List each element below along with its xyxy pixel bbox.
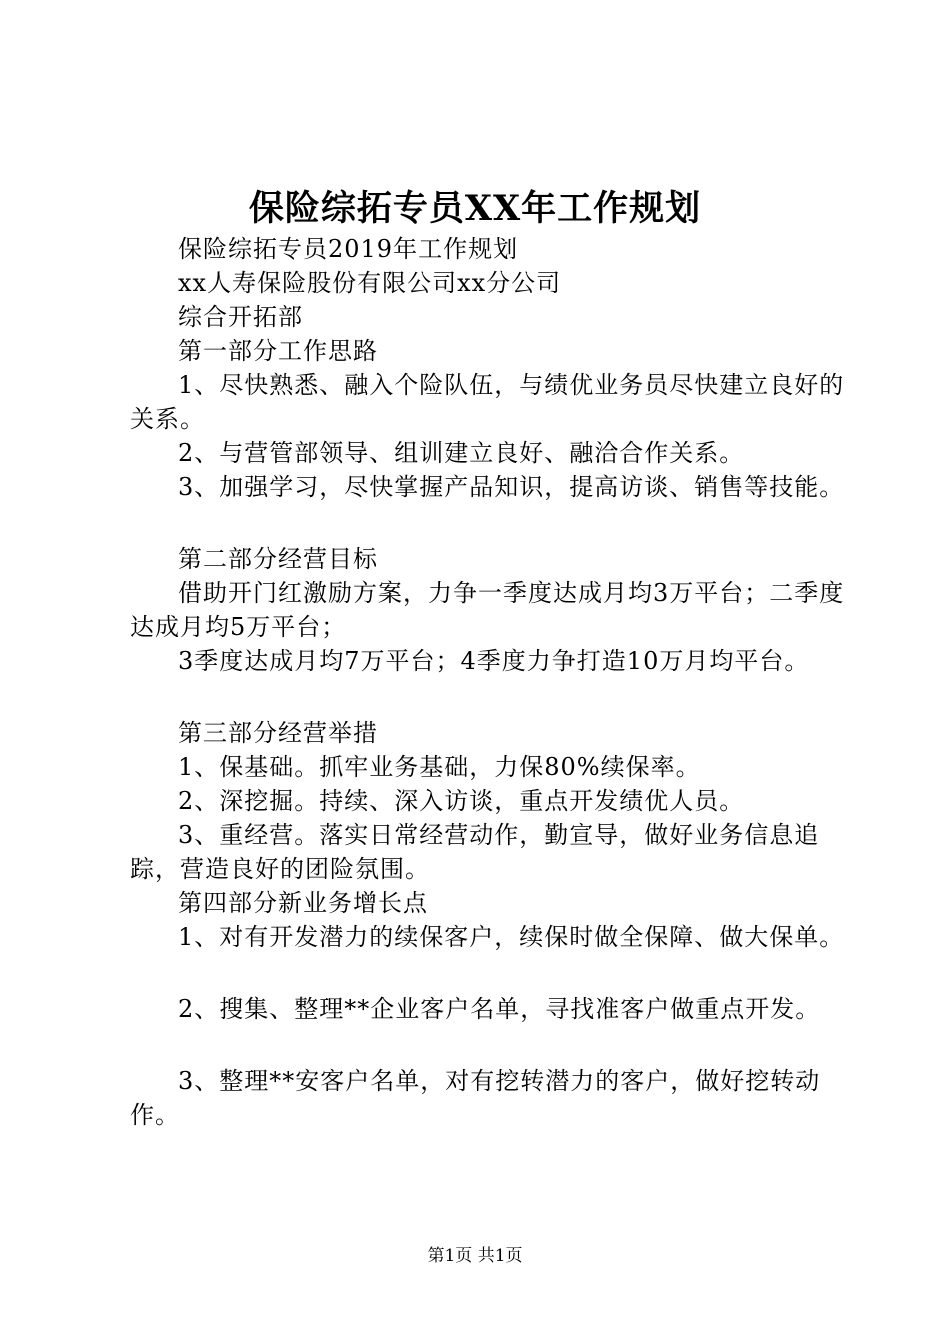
blank-line: [130, 1026, 850, 1064]
section-heading-3: 第三部分经营举措: [178, 719, 378, 747]
paragraph-company: xx人寿保险股份有限公司xx分公司: [178, 269, 562, 297]
paragraph-item: 3、重经营。落实日常经营动作，勤宣导，做好业务信息追踪，营造良好的团险氛围。: [130, 821, 820, 883]
blank-line: [130, 678, 850, 716]
paragraph-item: 3、整理**安客户名单，对有挖转潜力的客户，做好挖转动作。: [130, 1067, 821, 1129]
paragraph-item: 借助开门红激励方案，力争一季度达成月均3万平台；二季度达成月均5万平台；: [130, 579, 845, 641]
paragraph-item: 1、尽快熟悉、融入个险队伍，与绩优业务员尽快建立良好的关系。: [130, 371, 845, 433]
paragraph-item: 2、搜集、整理**企业客户名单，寻找准客户做重点开发。: [178, 995, 821, 1023]
paragraph-item: 3季度达成月均7万平台；4季度力争打造10万月均平台。: [178, 647, 810, 675]
paragraph-item: 2、与营管部领导、组训建立良好、融洽合作关系。: [178, 439, 745, 467]
blank-line: [130, 954, 850, 992]
section-heading-2: 第二部分经营目标: [178, 545, 378, 573]
document-body: [130, 232, 850, 1132]
paragraph-item: 1、对有开发潜力的续保客户，续保时做全保障、做大保单。: [178, 923, 845, 951]
paragraph-item: 1、保基础。抓牢业务基础，力保80%续保率。: [178, 753, 701, 781]
paragraph-department: 综合开拓部: [178, 303, 303, 331]
document-title: 保险综拓专员XX年工作规划: [248, 188, 702, 229]
section-heading-4: 第四部分新业务增长点: [178, 889, 428, 917]
page-footer: 第1页 共1页: [427, 1246, 523, 1266]
blank-line: [130, 504, 850, 542]
paragraph-item: 2、深挖掘。持续、深入访谈，重点开发绩优人员。: [178, 787, 745, 815]
paragraph-item: 3、加强学习，尽快掌握产品知识，提高访谈、销售等技能。: [178, 473, 845, 501]
section-heading-1: 第一部分工作思路: [178, 337, 378, 365]
paragraph-subtitle: 保险综拓专员2019年工作规划: [178, 235, 519, 263]
